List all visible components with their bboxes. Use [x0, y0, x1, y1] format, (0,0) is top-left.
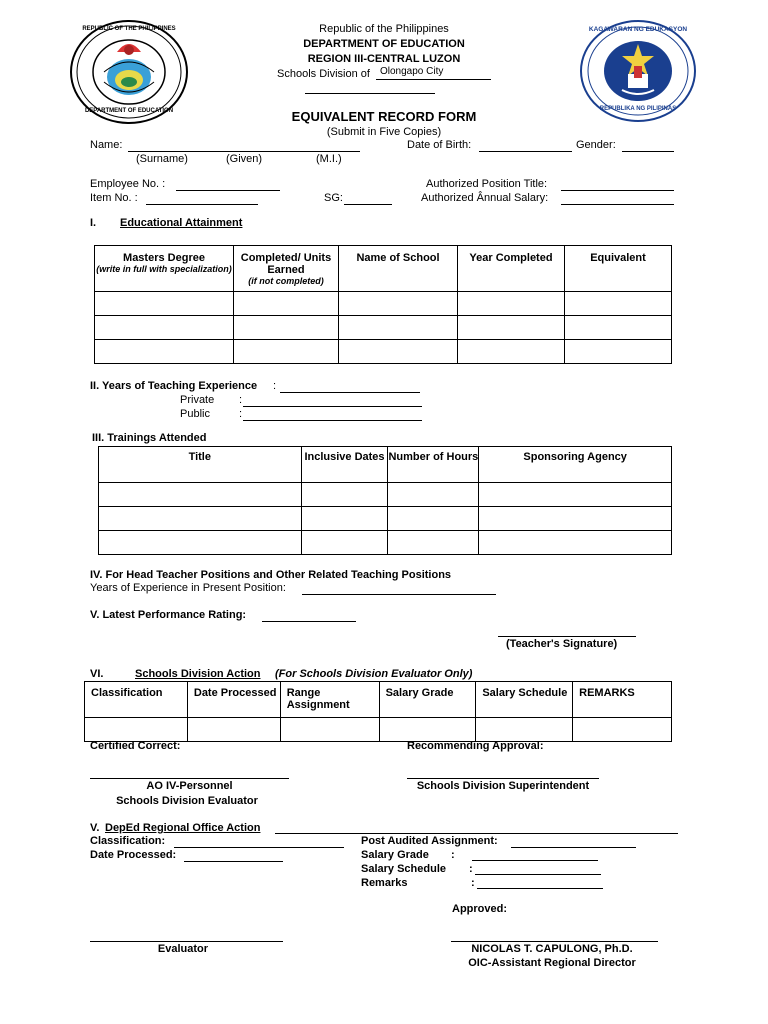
trainings-table [98, 446, 672, 555]
dob-label: Date of Birth: [407, 139, 472, 151]
public-sep: : [239, 408, 243, 420]
section3-title: III. Trainings Attended [92, 432, 207, 444]
seal-left-text-top: REPUBLIC OF THE PHILIPPINES [82, 26, 176, 32]
div-col-salary-grade: Salary Grade [379, 682, 476, 718]
header-republic: Republic of the Philippines [319, 23, 449, 35]
regional-classification-field[interactable] [174, 847, 344, 848]
section4-years-label: Years of Experience in Present Position: [90, 582, 286, 594]
edu-col-completed [234, 246, 339, 292]
ao-position: AO IV-Personnel [146, 780, 233, 792]
division-underline-2 [305, 93, 435, 94]
teacher-signature-caption: (Teacher's Signature) [506, 638, 618, 650]
public-field[interactable] [243, 420, 422, 421]
performance-rating-field[interactable] [262, 621, 356, 622]
training-col-title: Title [99, 447, 302, 483]
teaching-experience-field[interactable] [280, 392, 420, 393]
regional-salary-schedule-field[interactable] [475, 874, 601, 875]
approved-label: Approved: [452, 903, 507, 915]
form-subtitle: (Submit in Five Copies) [326, 126, 442, 138]
edu-col-year: Year Completed [458, 246, 565, 292]
training-col-agency: Sponsoring Agency [479, 447, 672, 483]
gender-field[interactable] [622, 151, 674, 152]
regional-salary-grade-sep: : [451, 849, 455, 861]
div-col-remarks: REMARKS [573, 682, 672, 718]
superintendent-title: Schools Division Superintendent [416, 780, 590, 792]
seal-right-text-top: KAGAWARAN NG EDUKASYON [588, 26, 688, 33]
regional-salary-schedule-sep: : [469, 863, 473, 875]
table-row [95, 292, 672, 316]
div-col-salary-schedule: Salary Schedule [476, 682, 573, 718]
edu-col-masters [95, 246, 234, 292]
position-title-field[interactable] [561, 190, 674, 191]
regional-remarks-label: Remarks [361, 877, 408, 889]
position-title-label: Authorized Position Title: [426, 178, 548, 190]
table-row [95, 316, 672, 340]
section7-prefix: V. [90, 822, 100, 834]
section1-title: Educational Attainment [120, 217, 243, 229]
regional-date-label: Date Processed: [90, 849, 177, 861]
employee-no-label: Employee No. : [90, 178, 166, 190]
edu-col-completed-note: (if not completed) [248, 276, 324, 286]
division-action-table [84, 681, 672, 742]
regional-classification-label: Classification: [90, 835, 166, 847]
section5-title: V. Latest Performance Rating: [90, 609, 247, 621]
form-title: EQUIVALENT RECORD FORM [291, 109, 477, 124]
section1-num: I. [90, 217, 97, 229]
deped-seal-right [580, 20, 696, 122]
table-row [85, 718, 672, 742]
division-underline [376, 79, 491, 80]
regional-salary-schedule-label: Salary Schedule [361, 863, 446, 875]
name-field[interactable] [128, 151, 360, 152]
header-division-label: Schools Division of [277, 68, 370, 80]
section6-num: VI. [90, 668, 104, 680]
private-sep: : [239, 394, 243, 406]
section2-title: II. Years of Teaching Experience [90, 380, 258, 392]
edu-col-completed-label: Completed/ Units Earned [240, 252, 332, 276]
seal-right-text-bottom: REPUBLIKA NG PILIPINAS [599, 106, 677, 112]
regional-salary-grade-field[interactable] [472, 860, 598, 861]
recommending-approval-label: Recommending Approval: [407, 740, 544, 752]
section2-colon: : [273, 380, 277, 392]
section4-title: IV. For Head Teacher Positions and Other Related Teaching Positions [90, 569, 452, 581]
post-audited-label: Post Audited Assignment: [361, 835, 498, 847]
regional-salary-grade-label: Salary Grade [361, 849, 429, 861]
regional-evaluator-line[interactable] [90, 941, 283, 942]
edu-col-equivalent: Equivalent [565, 246, 672, 292]
director-title: OIC-Assistant Regional Director [468, 957, 636, 969]
annual-salary-field[interactable] [561, 204, 674, 205]
private-field[interactable] [243, 406, 422, 407]
mi-caption: (M.I.) [316, 153, 342, 165]
given-caption: (Given) [226, 153, 263, 165]
gender-label: Gender: [576, 139, 616, 151]
table-row [99, 507, 672, 531]
div-col-date: Date Processed [187, 682, 280, 718]
regional-remarks-sep: : [471, 877, 475, 889]
section6-title: Schools Division Action [135, 668, 261, 680]
name-label: Name: [90, 139, 123, 151]
section7-title: DepEd Regional Office Action [105, 822, 261, 834]
ao-evaluator: Schools Division Evaluator [116, 795, 258, 807]
header-department: DEPARTMENT OF EDUCATION [303, 38, 465, 50]
table-row [99, 531, 672, 555]
div-col-range: Range Assignment [280, 682, 379, 718]
section6-note: (For Schools Division Evaluator Only) [275, 668, 473, 680]
edu-col-masters-note: (write in full with specialization) [96, 264, 232, 274]
seal-left-graphic [72, 22, 186, 122]
certified-correct-label: Certified Correct: [90, 740, 181, 752]
header-region: REGION III-CENTRAL LUZON [307, 53, 461, 65]
director-name: NICOLAS T. CAPULONG, Ph.D. [471, 943, 633, 955]
annual-salary-label: Authorized Ânnual Salary: [421, 192, 549, 204]
section7-title-line [275, 833, 678, 834]
private-label: Private [180, 394, 215, 406]
sg-label: SG: [324, 192, 343, 204]
item-no-field[interactable] [146, 204, 258, 205]
teacher-signature-line[interactable] [498, 636, 636, 637]
edu-col-masters-label: Masters Degree [123, 252, 205, 264]
employee-no-field[interactable] [176, 190, 280, 191]
surname-caption: (Surname) [136, 153, 188, 165]
regional-remarks-field[interactable] [477, 888, 603, 889]
div-col-classification: Classification [85, 682, 188, 718]
post-audited-field[interactable] [511, 847, 636, 848]
regional-date-field[interactable] [184, 861, 283, 862]
superintendent-signature-line[interactable] [407, 778, 599, 779]
deped-seal-left [70, 20, 188, 124]
training-col-dates: Inclusive Dates [301, 447, 388, 483]
dob-field[interactable] [479, 151, 572, 152]
public-label: Public [180, 408, 210, 420]
table-row [99, 483, 672, 507]
table-row [95, 340, 672, 364]
regional-evaluator-caption: Evaluator [157, 943, 209, 955]
education-table [94, 245, 672, 364]
training-col-hours: Number of Hours [388, 447, 479, 483]
item-no-label: Item No. : [90, 192, 138, 204]
seal-left-text-bottom: DEPARTMENT OF EDUCATION [84, 108, 174, 114]
present-position-field[interactable] [302, 594, 496, 595]
ao-signature-line[interactable] [90, 778, 289, 779]
sg-field[interactable] [344, 204, 392, 205]
director-signature-line[interactable] [451, 941, 658, 942]
header-division-value[interactable]: Olongapo City [380, 66, 444, 77]
edu-col-school: Name of School [339, 246, 458, 292]
